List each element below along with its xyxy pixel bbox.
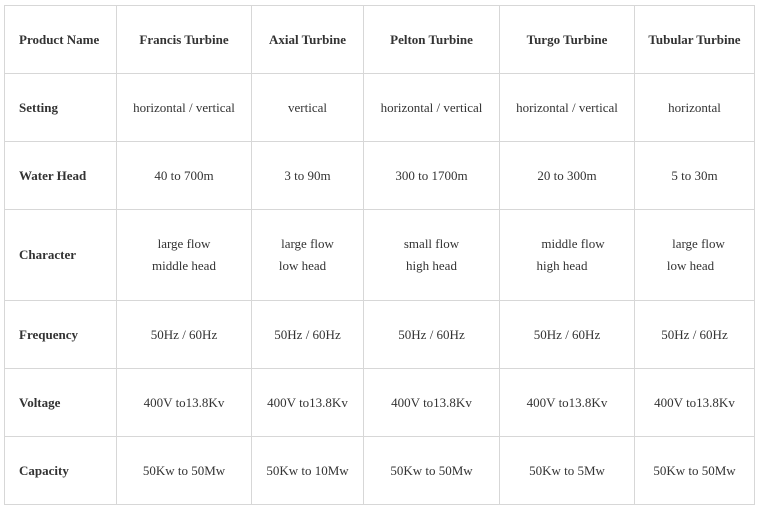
header-product-name: Product Name [5, 6, 117, 74]
character-axial [252, 210, 364, 301]
voltage-francis: 400V to13.8Kv [117, 369, 252, 437]
row-capacity [5, 437, 755, 505]
water-head-tubular: 5 to 30m [635, 142, 755, 210]
character-tubular-flow: large flow [672, 236, 725, 251]
row-setting [5, 74, 755, 142]
voltage-pelton: 400V to13.8Kv [364, 369, 500, 437]
voltage-turgo: 400V to13.8Kv [500, 369, 635, 437]
character-tubular-head: low head [666, 258, 715, 273]
water-head-pelton: 300 to 1700m [364, 142, 500, 210]
row-label-voltage: Voltage [5, 369, 117, 437]
row-label-character: Character [5, 210, 117, 301]
water-head-axial: 3 to 90m [252, 142, 364, 210]
character-pelton [364, 210, 500, 301]
setting-axial: vertical [252, 74, 364, 142]
header-pelton-turbine: Pelton Turbine [364, 6, 500, 74]
character-turgo-flow: middle flow [541, 236, 605, 251]
character-francis-head: middle head [152, 258, 216, 273]
frequency-turgo: 50Hz / 60Hz [500, 301, 635, 369]
header-axial-turbine: Axial Turbine [252, 6, 364, 74]
row-character [5, 210, 755, 301]
header-row [5, 6, 755, 74]
setting-pelton: horizontal / vertical [364, 74, 500, 142]
capacity-pelton: 50Kw to 50Mw [364, 437, 500, 505]
character-pelton-flow: small flow [403, 236, 460, 251]
capacity-turgo: 50Kw to 5Mw [500, 437, 635, 505]
character-tubular [635, 210, 755, 301]
header-turgo-turbine: Turgo Turbine [500, 6, 635, 74]
setting-turgo: horizontal / vertical [500, 74, 635, 142]
row-label-water-head: Water Head [5, 142, 117, 210]
frequency-tubular: 50Hz / 60Hz [635, 301, 755, 369]
character-turgo-head: high head [536, 258, 588, 273]
setting-francis: horizontal / vertical [117, 74, 252, 142]
row-frequency [5, 301, 755, 369]
character-francis-flow: large flow [157, 236, 211, 251]
capacity-tubular: 50Kw to 50Mw [635, 437, 755, 505]
frequency-francis: 50Hz / 60Hz [117, 301, 252, 369]
row-label-setting: Setting [5, 74, 117, 142]
row-label-frequency: Frequency [5, 301, 117, 369]
capacity-axial: 50Kw to 10Mw [252, 437, 364, 505]
header-francis-turbine: Francis Turbine [117, 6, 252, 74]
header-tubular-turbine: Tubular Turbine [635, 6, 755, 74]
frequency-axial: 50Hz / 60Hz [252, 301, 364, 369]
capacity-francis: 50Kw to 50Mw [117, 437, 252, 505]
setting-tubular: horizontal [635, 74, 755, 142]
water-head-turgo: 20 to 300m [500, 142, 635, 210]
row-voltage [5, 369, 755, 437]
voltage-tubular: 400V to13.8Kv [635, 369, 755, 437]
water-head-francis: 40 to 700m [117, 142, 252, 210]
character-axial-head: low head [278, 258, 327, 273]
character-axial-flow: large flow [281, 236, 334, 251]
row-label-capacity: Capacity [5, 437, 117, 505]
frequency-pelton: 50Hz / 60Hz [364, 301, 500, 369]
voltage-axial: 400V to13.8Kv [252, 369, 364, 437]
row-water-head [5, 142, 755, 210]
character-turgo [500, 210, 635, 301]
turbine-spec-table [4, 5, 755, 505]
character-pelton-head: high head [406, 258, 457, 273]
character-francis [117, 210, 252, 301]
